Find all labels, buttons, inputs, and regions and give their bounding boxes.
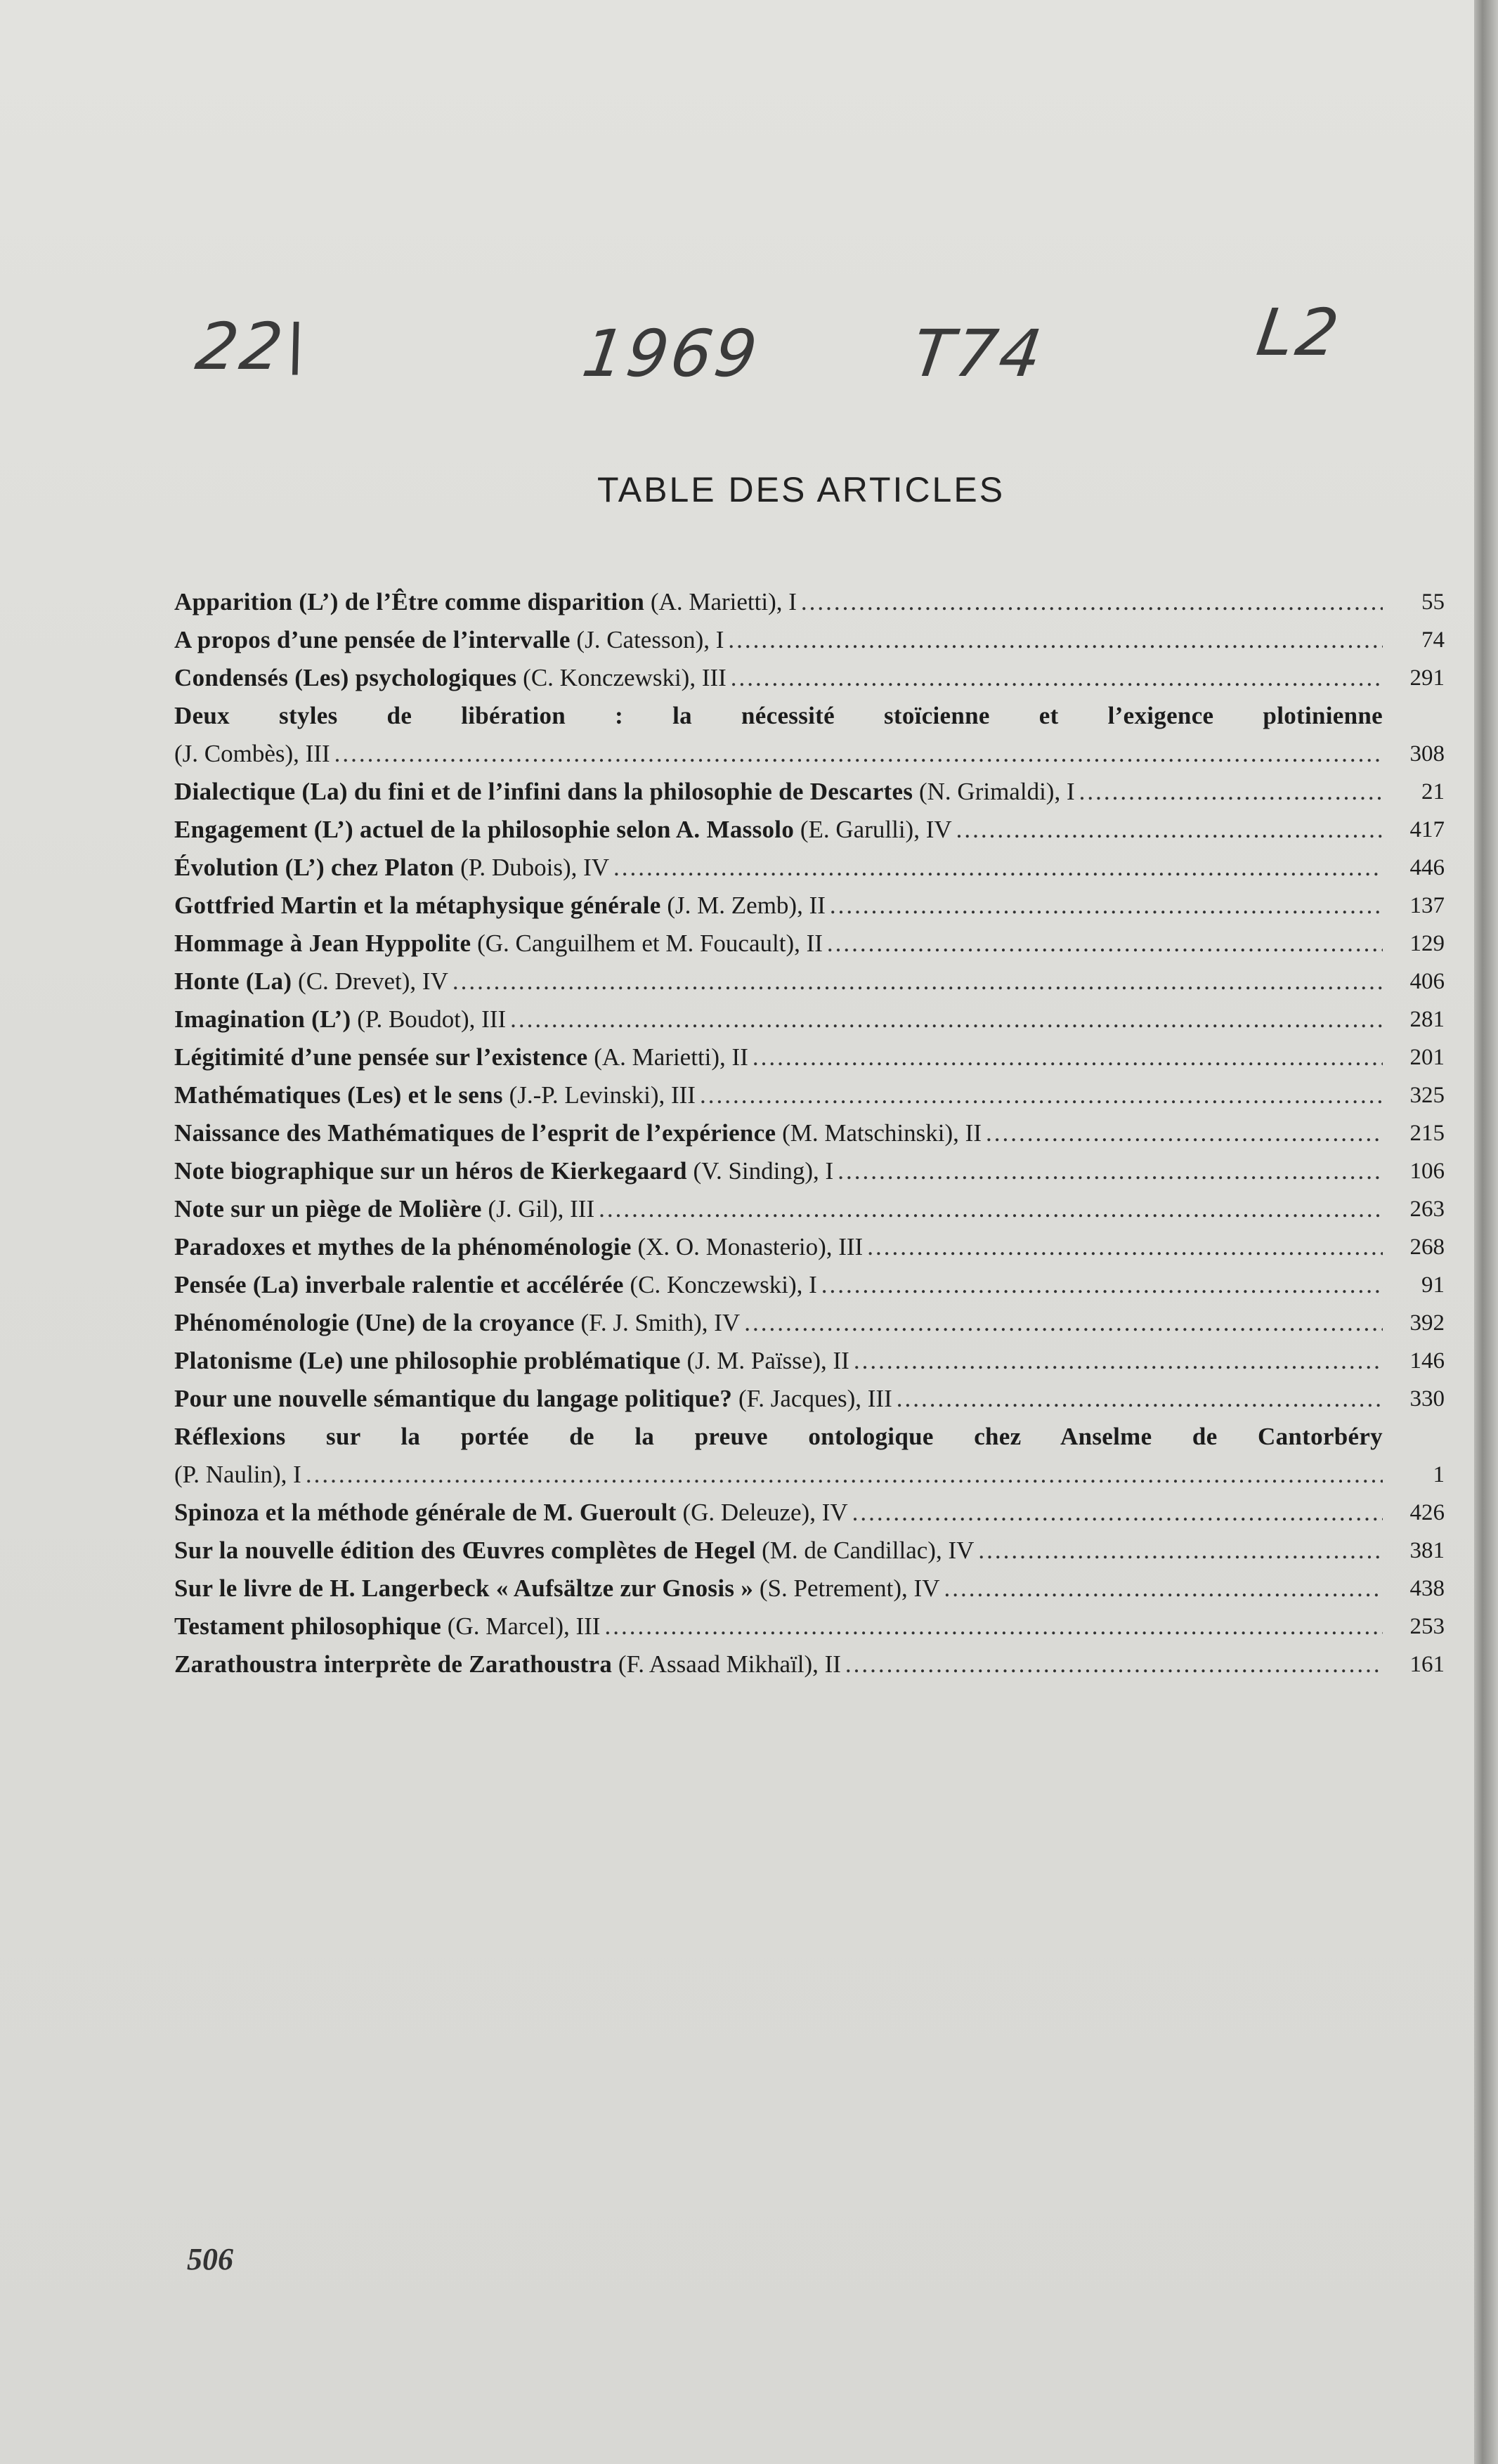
entry-author: (N. Grimaldi), I <box>919 778 1075 805</box>
toc-entry <box>174 1645 1445 1683</box>
page-title: TABLE DES ARTICLES <box>597 470 1005 509</box>
dot-leader <box>827 925 1383 963</box>
entry-page-number: 161 <box>1409 1652 1445 1677</box>
entry-page-number: 426 <box>1409 1500 1445 1525</box>
entry-page-number: 406 <box>1409 969 1445 994</box>
entry-title: Spinoza et la méthode générale de M. Gueroult <box>174 1499 677 1526</box>
dot-leader <box>845 1645 1383 1683</box>
entry-page-number: 446 <box>1409 855 1445 880</box>
handwritten-mark: 22\ <box>191 309 315 384</box>
dot-leader <box>852 1494 1383 1532</box>
entry-author: (C. Konczewski), III <box>523 664 727 691</box>
entry-author: (P. Boudot), III <box>357 1005 507 1033</box>
toc-entry <box>174 963 1445 1000</box>
entry-title: Engagement (L’) actuel de la philosophie selon A. Massolo <box>174 816 795 843</box>
entry-title: Paradoxes et mythes de la phénoménologie <box>174 1233 632 1260</box>
dot-leader <box>944 1570 1383 1608</box>
entry-author: (X. O. Monasterio), III <box>637 1233 864 1260</box>
entry-title: Phénoménologie (Une) de la croyance <box>174 1309 575 1336</box>
toc-entry <box>174 1228 1445 1266</box>
dot-leader <box>1079 773 1383 811</box>
entry-author: (G. Marcel), III <box>447 1612 601 1640</box>
dot-leader <box>986 1114 1383 1152</box>
entry-title: Zarathoustra interprète de Zarathoustra <box>174 1650 613 1678</box>
entry-title: Apparition (L’) de l’Être comme disparition <box>174 588 645 615</box>
toc-entry <box>174 925 1445 963</box>
entry-title: Hommage à Jean Hyppolite <box>174 930 471 957</box>
toc-entry <box>174 1076 1445 1114</box>
entry-title: Sur le livre de H. Langerbeck « Aufsältze zur Gnosis » <box>174 1575 754 1602</box>
toc-entry <box>174 1190 1445 1228</box>
dot-leader <box>728 621 1383 659</box>
entry-author: (F. J. Smith), IV <box>580 1309 741 1336</box>
toc-entry <box>174 1000 1445 1038</box>
dot-leader <box>306 1456 1383 1494</box>
entry-page-number: 263 <box>1409 1197 1445 1222</box>
toc-entry <box>174 773 1445 811</box>
toc-entry <box>174 659 1445 697</box>
toc-entry <box>174 1266 1445 1304</box>
toc-entry <box>174 1342 1445 1380</box>
entry-page-number: 129 <box>1409 931 1445 956</box>
toc-entry <box>174 621 1445 659</box>
entry-page-number: 55 <box>1421 589 1445 615</box>
toc-entry <box>174 583 1445 621</box>
toc-entry <box>174 1418 1445 1494</box>
entry-page-number: 308 <box>1409 741 1445 767</box>
entry-title: Platonisme (Le) une philosophie problématique <box>174 1347 681 1374</box>
dot-leader <box>897 1380 1383 1418</box>
entry-page-number: 381 <box>1409 1538 1445 1563</box>
entry-title: Sur la nouvelle édition des Œuvres complètes de Hegel <box>174 1537 756 1564</box>
entry-page-number: 91 <box>1421 1272 1445 1298</box>
entry-title: Note sur un piège de Molière <box>174 1195 482 1223</box>
entry-author: (P. Dubois), IV <box>460 854 610 881</box>
entry-title: Légitimité d’une pensée sur l’existence <box>174 1043 588 1071</box>
entry-author: (J. Combès), III <box>174 740 330 767</box>
entry-page-number: 253 <box>1409 1614 1445 1639</box>
toc-entry <box>174 1152 1445 1190</box>
entry-author: (A. Marietti), II <box>594 1043 748 1071</box>
entry-title: Condensés (Les) psychologiques <box>174 664 517 691</box>
entry-author: (F. Assaad Mikhaïl), II <box>618 1650 841 1678</box>
entry-page-number: 146 <box>1409 1348 1445 1374</box>
entry-author: (E. Garulli), IV <box>800 816 952 843</box>
entry-author: (J. Gil), III <box>488 1195 595 1223</box>
entry-page-number: 215 <box>1409 1121 1445 1146</box>
entry-title: Imagination (L’) <box>174 1005 351 1033</box>
toc-entry <box>174 1494 1445 1532</box>
entry-author: (J. Catesson), I <box>576 626 724 653</box>
entry-author: (V. Sinding), I <box>693 1157 834 1185</box>
page-number: 506 <box>187 2242 233 2276</box>
entry-page-number: 74 <box>1421 627 1445 653</box>
entry-title: Deux styles de libération : la nécessité stoïcienne et l’exigence plotinienne <box>174 702 1383 729</box>
handwritten-annotations <box>0 288 1474 400</box>
entry-page-number: 201 <box>1409 1045 1445 1070</box>
entry-page-number: 281 <box>1409 1007 1445 1032</box>
entry-author: (F. Jacques), III <box>738 1385 892 1412</box>
entry-page-number: 106 <box>1409 1159 1445 1184</box>
dot-leader <box>978 1532 1383 1570</box>
entry-author: (C. Konczewski), I <box>630 1271 817 1298</box>
entry-author: (A. Marietti), I <box>650 588 797 615</box>
entry-page-number: 330 <box>1409 1386 1445 1412</box>
toc-entry <box>174 1114 1445 1152</box>
toc-entry <box>174 811 1445 849</box>
entry-page-number: 417 <box>1409 817 1445 842</box>
entry-author: (J. M. Zemb), II <box>667 892 826 919</box>
entry-title: Mathématiques (Les) et le sens <box>174 1081 503 1109</box>
toc-entry <box>174 697 1445 773</box>
dot-leader <box>867 1228 1383 1266</box>
entry-title: Naissance des Mathématiques de l’esprit de l’expérience <box>174 1119 776 1147</box>
entry-title: Honte (La) <box>174 967 292 995</box>
entry-author: (J.-P. Levinski), III <box>509 1081 696 1109</box>
entry-page-number: 137 <box>1409 893 1445 918</box>
entry-title: Pour une nouvelle sémantique du langage politique? <box>174 1385 733 1412</box>
dot-leader <box>731 659 1383 697</box>
dot-leader <box>854 1342 1383 1380</box>
toc-entry <box>174 1570 1445 1608</box>
toc-entry <box>174 1608 1445 1645</box>
toc-entry <box>174 1532 1445 1570</box>
dot-leader <box>801 583 1383 621</box>
entry-title: Évolution (L’) chez Platon <box>174 854 455 881</box>
entry-title: Gottfried Martin et la métaphysique générale <box>174 892 661 919</box>
entry-author: (G. Deleuze), IV <box>682 1499 848 1526</box>
dot-leader <box>334 735 1383 773</box>
entry-page-number: 392 <box>1409 1310 1445 1336</box>
dot-leader <box>510 1000 1383 1038</box>
entry-author: (C. Drevet), IV <box>298 967 448 995</box>
entry-page-number: 438 <box>1409 1576 1445 1601</box>
entry-author: (M. Matschinski), II <box>782 1119 982 1147</box>
dot-leader <box>744 1304 1383 1342</box>
handwritten-mark: 1969 <box>578 316 764 391</box>
entry-title: A propos d’une pensée de l’intervalle <box>174 626 571 653</box>
handwritten-mark: L2 <box>1252 295 1346 370</box>
entry-page-number: 325 <box>1409 1083 1445 1108</box>
entry-page-number: 291 <box>1409 665 1445 691</box>
entry-page-number: 1 <box>1433 1462 1445 1487</box>
dot-leader <box>753 1038 1383 1076</box>
entry-title: Dialectique (La) du fini et de l’infini dans la philosophie de Descartes <box>174 778 913 805</box>
entry-author: (G. Canguilhem et M. Foucault), II <box>477 930 823 957</box>
table-of-articles <box>174 583 1445 1683</box>
handwritten-mark: T74 <box>908 316 1049 391</box>
toc-entry <box>174 849 1445 887</box>
entry-author: (P. Naulin), I <box>174 1461 301 1488</box>
entry-title: Réflexions sur la portée de la preuve ontologique chez Anselme de Cantorbéry <box>174 1423 1383 1450</box>
page-binding-edge <box>1474 0 1498 2464</box>
entry-author: (J. M. Païsse), II <box>686 1347 849 1374</box>
dot-leader <box>599 1190 1383 1228</box>
entry-author: (M. de Candillac), IV <box>762 1537 975 1564</box>
entry-title: Pensée (La) inverbale ralentie et accélérée <box>174 1271 624 1298</box>
dot-leader <box>956 811 1383 849</box>
dot-leader <box>700 1076 1383 1114</box>
entry-page-number: 21 <box>1421 779 1445 804</box>
dot-leader <box>830 887 1383 925</box>
dot-leader <box>613 849 1383 887</box>
entry-author: (S. Petrement), IV <box>759 1575 940 1602</box>
dot-leader <box>821 1266 1383 1304</box>
toc-entry <box>174 1304 1445 1342</box>
toc-entry <box>174 1380 1445 1418</box>
dot-leader <box>452 963 1383 1000</box>
dot-leader <box>604 1608 1383 1645</box>
entry-title: Testament philosophique <box>174 1612 442 1640</box>
dot-leader <box>838 1152 1383 1190</box>
entry-page-number: 268 <box>1409 1234 1445 1260</box>
toc-entry <box>174 1038 1445 1076</box>
toc-entry <box>174 887 1445 925</box>
entry-title: Note biographique sur un héros de Kierkegaard <box>174 1157 687 1185</box>
